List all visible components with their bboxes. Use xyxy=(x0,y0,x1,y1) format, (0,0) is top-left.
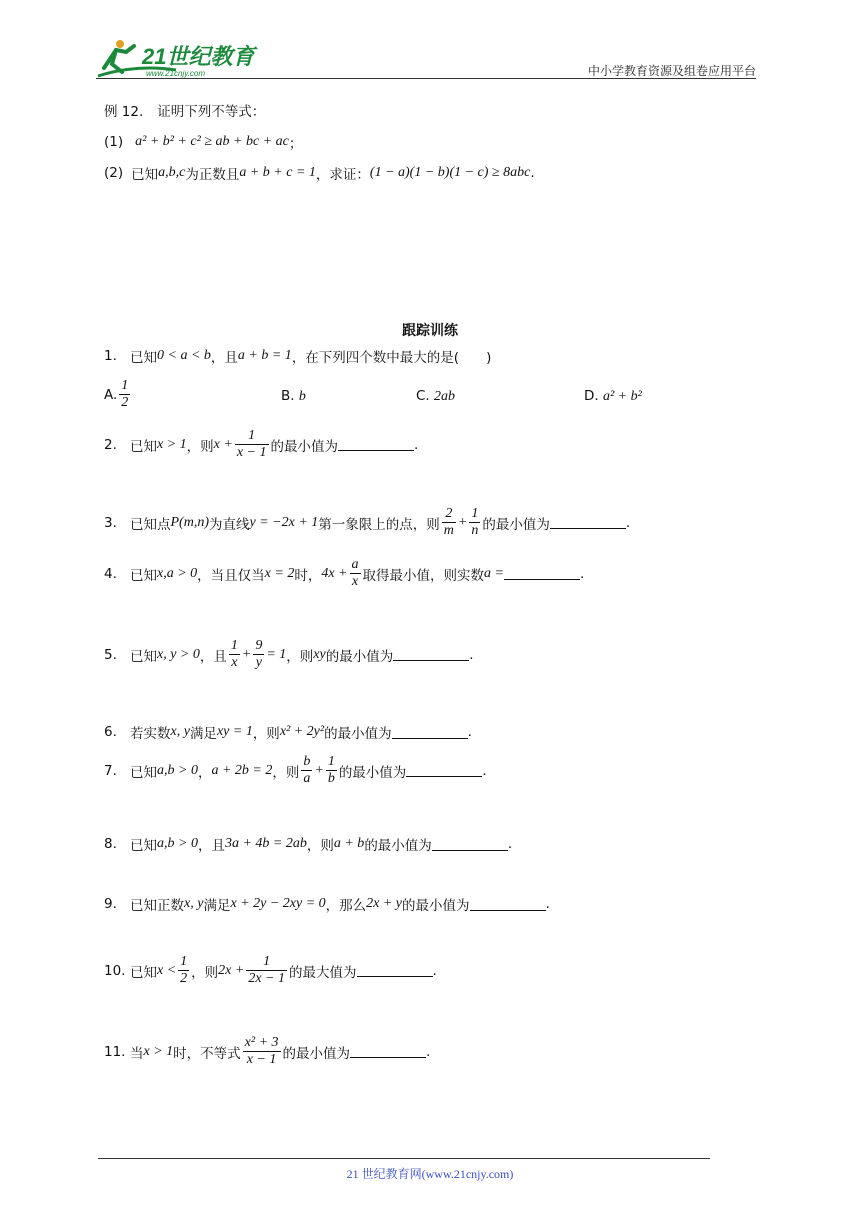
answer-blank[interactable] xyxy=(338,438,414,451)
example-heading xyxy=(104,100,265,120)
option-c: C. 2ab xyxy=(416,388,456,404)
answer-blank[interactable] xyxy=(406,764,482,777)
question-11: 11. 当 x > 1 时，不等式 $\frac{\text{x² + 3}}{x - 1}$ 的最小值为 . xyxy=(104,1035,431,1067)
math-expression: (1 − a)(1 − b)(1 − c) ≥ 8abc xyxy=(369,165,531,180)
example-title: 证明下列不等式： xyxy=(157,104,266,120)
option-b: B. b xyxy=(281,388,306,404)
answer-blank[interactable] xyxy=(350,1045,426,1058)
part-number: (2) xyxy=(104,165,124,181)
math-expression: a² + b² + c² ≥ ab + bc + ac xyxy=(135,134,289,149)
answer-blank[interactable] xyxy=(357,964,433,977)
logo-text: 21世纪教育 xyxy=(142,44,255,69)
section-title: 跟踪训练 xyxy=(402,323,458,339)
math-condition: a + b + c = 1 xyxy=(239,165,316,180)
question-3: 3. 已知点 P(m,n) 为直线 y = −2x + 1 第一象限上的点，则 $\frac{2}{m}$ + $\frac{1}{n}$ 的最小值为 . xyxy=(104,506,631,538)
part-number: (1) xyxy=(104,134,124,150)
example-part1: (1) a² + b² + c² ≥ ab + bc + ac ； xyxy=(104,134,303,152)
question-6: 6. 若实数 x, y 满足 xy = 1 ，则 x² + 2y² 的最小值为 . xyxy=(104,724,472,742)
question-5: 5. 已知 x, y > 0 ，且 $\frac{1}{x}$ + $\frac{9}{y}$ = 1 ，则 xy 的最小值为 . xyxy=(104,638,474,670)
site-logo xyxy=(96,38,266,78)
option-a: A. $\frac{1}{2}$ xyxy=(104,378,129,410)
math-vars: a,b,c xyxy=(158,165,186,180)
answer-blank[interactable] xyxy=(393,648,469,661)
question-9: 9. 已知正数 x, y 满足 x + 2y − 2xy = 0 ，那么 2x + y 的最小值为 . xyxy=(104,896,550,914)
question-10: 10. 已知 x < $\frac{1}{2}$ ，则 2x + $\frac{1}{2x - 1}$ 的最大值为 . xyxy=(104,954,437,986)
question-2: 2. 已知 x > 1 ，则 x + $\frac{1}{x - 1}$ 的最小值为 . xyxy=(104,428,419,460)
question-7: 7. 已知 a,b > 0 ， a + 2b = 2 ，则 $\frac{b}{a}$ + $\frac{1}{b}$ 的最小值为 . xyxy=(104,754,487,786)
header-rule xyxy=(96,78,756,79)
option-d: D. a² + b² xyxy=(584,388,642,404)
example-part2: (2) 已知 a,b,c 为正数且 a + b + c = 1 ，求证： (1 − a)(1 − b)(1 − c) ≥ 8abc . xyxy=(104,165,535,183)
answer-blank[interactable] xyxy=(392,726,468,739)
answer-blank[interactable] xyxy=(504,567,580,580)
runner-icon xyxy=(96,38,266,78)
footer-text: 21 世纪教育网(www.21cnjy.com) xyxy=(346,1167,514,1181)
answer-blank[interactable] xyxy=(470,898,546,911)
question-1: 1. 已知 0 < a < b ，且 a + b = 1 ，在下列四个数中最大的是( ) xyxy=(104,348,492,366)
example-label: 例 12. xyxy=(104,104,144,120)
question-number: 1. xyxy=(104,348,117,364)
answer-blank[interactable] xyxy=(432,838,508,851)
footer-rule xyxy=(98,1158,710,1159)
logo-url: www.21cnjy.com xyxy=(146,69,205,78)
answer-blank[interactable] xyxy=(550,516,626,529)
header-platform-text: 中小学教育资源及组卷应用平台 xyxy=(587,64,756,78)
question-8: 8. 已知 a,b > 0 ，且 3a + 4b = 2ab ，则 a + b 的最小值为 . xyxy=(104,836,513,854)
question-4: 4. 已知 x,a > 0 ，当且仅当 x = 2 时， 4x + $\frac{a}{x}$ 取得最小值，则实数 a = . xyxy=(104,557,585,589)
